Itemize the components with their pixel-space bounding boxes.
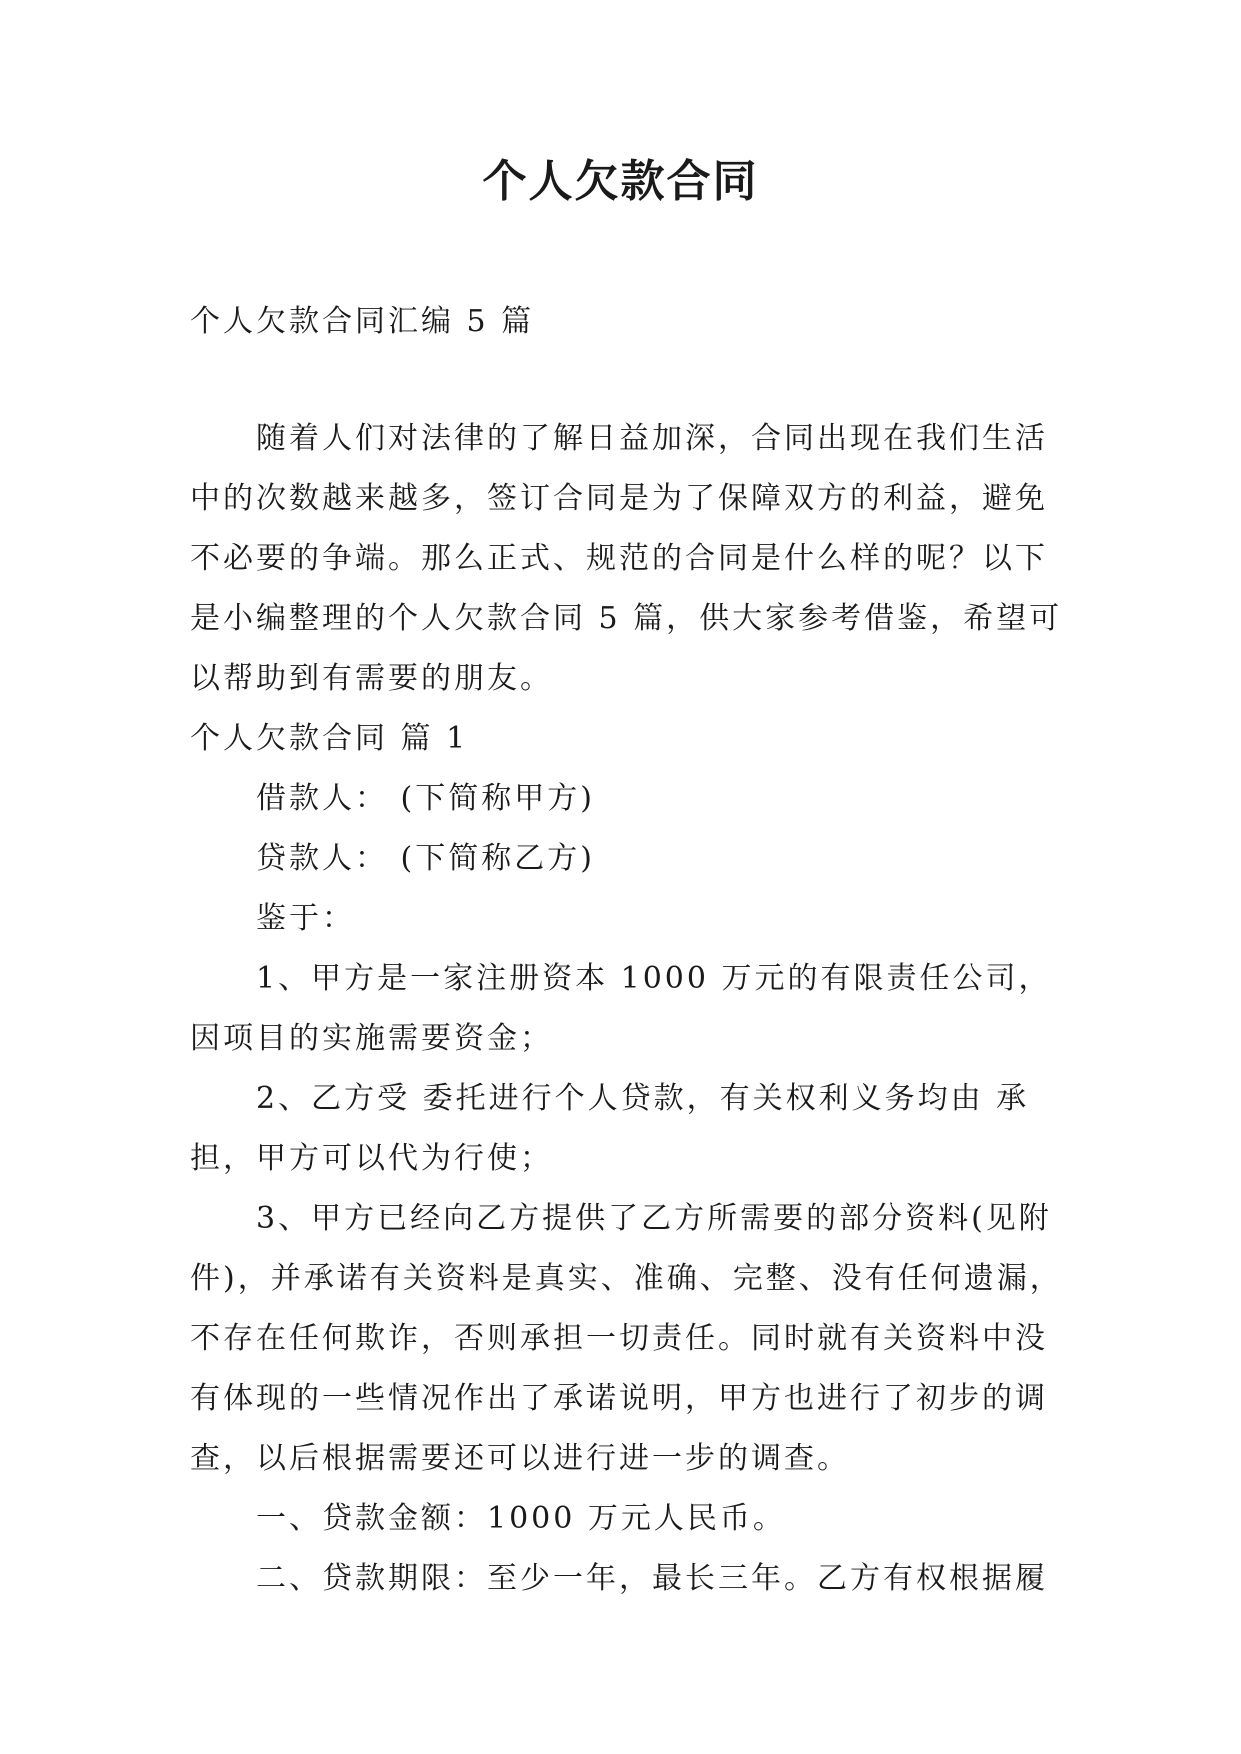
borrower-line: 借款人： (下简称甲方) [256,781,595,816]
article-1: 一、贷款金额：1000 万元人民币。 [256,1501,786,1536]
clause-3: 3、甲方已经向乙方提供了乙方所需要的部分资料(见附件)，并承诺有关资料是真实、准确、完整、没有任何遗漏，不存在任何欺诈，否则承担一切责任。同时就有关资料中没有体现的一些情况作出了承诺说明，甲方也进行了初步的调查，以后根据需要还可以进行进一步的调查。 [190,1201,1063,1476]
document-title: 个人欠款合同 [482,156,759,207]
document-subtitle: 个人欠款合同汇编 5 篇 [190,304,535,339]
intro-paragraph: 随着人们对法律的了解日益加深，合同出现在我们生活中的次数越来越多，签订合同是为了保障双方的利益，避免不必要的争端。那么正式、规范的合同是什么样的呢？以下是小编整理的个人欠款合同 5 篇，供大家参考借鉴，希望可以帮助到有需要的朋友。 [190,421,1063,696]
clause-1: 1、甲方是一家注册资本 1000 万元的有限责任公司，因项目的实施需要资金； [190,961,1052,1056]
lender-line: 贷款人： (下简称乙方) [256,841,595,876]
section-heading: 个人欠款合同 篇 1 [190,721,469,756]
document-body [190,292,1070,1609]
clause-2: 2、乙方受 委托进行个人贷款，有关权利义务均由 承担，甲方可以代为行使； [190,1081,1030,1176]
whereas-line: 鉴于： [256,901,355,936]
article-2: 二、贷款期限：至少一年，最长三年。乙方有权根据履 [256,1561,1048,1596]
